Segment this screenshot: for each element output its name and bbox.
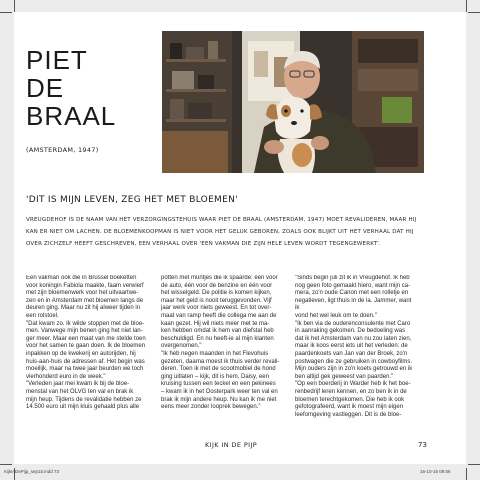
subject-name: PIET DE BRAAL	[26, 45, 117, 131]
article-intro: VREUGDEHOF IS DE NAAM VAN HET VERZORGINGSTEHUIS WAAR PIET DE BRAAL (AMSTERDAM, 1947) MOET REVALIDEREN, MAAR HIJ KAN ER NIET OM LACHEN. DE BLOEMENKOOPMAN IS NIET VOOR HET GELUK GEBOREN, ZOALS OOK BLIJKT UIT HET VERHAAL DAT HIJ OVER ZICHZELF HEEFT GESCHREVEN, EEN VERHAAL OVER 'EEN VAKMAN DIE ZIJN HELE LEVEN WORDT TEGENGEWERKT'.	[26, 217, 417, 247]
article-column-2: potten met muntjes die ik spaarde: één voor de auto, één voor de benzine en één voor het wisselgeld. De politie is komen kijken, maar het geld is nooit teruggevonden. Vijf jaar werk voor niets geweest. En tot over- maat van ramp heeft die collega me aan de kaan gezet. Hij wil niets meer met te ma- ken hebben omdat ik hem van diefstal heb beschuldigd. En nu heeft-ie al mijn klanten overgenomen." "Ik heb negen maanden in het Flevohuis gezeten, daarna moest ik thuis verder revali- deren. Toen ik met de scootmobiel de hond ging uitlaten – kijk, dit is hem, Daisy, een kruising tussen een teckel en een pekinees – kwam ik in het Oosterpark weer ten val en brak ik mijn andere heup. Nu kan ik me niet eens meer zonder looprek bewegen."	[161, 275, 280, 411]
crop-mark-top-right	[466, 0, 467, 12]
crop-mark-left-bottom	[0, 464, 12, 465]
running-footer-title: KIJK IN DE PIJP	[205, 441, 258, 449]
crop-mark-left-top	[0, 12, 12, 13]
article-column-1: Een vakman ook die in Brussel boeketten voor koningin Fabiola maakte, faam verwierf met zijn bloemenwerk voor het uitvaartwe- zen en in Amsterdam met bloemen langs de deuren ging. Maar nu zit hij alweer tijden in een rolstoel. "Dat kwam zo. Ik wilde stoppen met de bloe- men. Vanwege mijn benen ging het niet lan- ger meer. Maar een maat van me stelde toen voor het samen te gaan doen. Ik de bloemen inpakken op de kwekerij en autorijden, hij huis-aan-huis de adressen af. Het begin was moeilijk, maar na twee jaar beurden we toch vierhonderd euro in de week." "Verleden jaar mei kwam ik bij de bloe- menstal van het OLVG ten val en brak ik mijn heup. Tijdens de revalidatie hebben ze 14.500 euro uit mijn kluis gehaald plus alle	[26, 275, 146, 411]
crop-mark-right-bottom	[468, 464, 480, 465]
subject-birth: (AMSTERDAM, 1947)	[26, 146, 99, 154]
article-headline: 'DIT IS MIJN LEVEN, ZEG HET MET BLOEMEN'	[26, 195, 238, 205]
article-column-3: "Sinds begin juli zit ik in Vreugdehof. Ik heb nog geen foto gemaakt hiero, want mijn ca- mera, zo'n oude Canon met een rolletje en negatieven, ligt thuis in de la. Jammer, want ik vond het wel leuk om te doen." "Ik ben via de ouderenconsulente met Caro in aanraking gekomen. De bedoeling was dat ik het Amsterdam van nu zou laten zien, maar ik koos eerst iets uit het verleden: de paardenkoets van Jan van der Broek, zo'n postwagen die ze gebruiken in cowboyfilms. Mijn ouders zijn in zo'n koets getrouwd en ik ben altijd gek geweest van paarden." "Op een boerderij in Warder heb ik het boe- renbedrijf leren kennen, en zo ben ik in de bloemen terechtgekomen. Die heb ik ook gefotografeerd, want ik moest mijn eigen leefomgeving vastleggen. Dit is de bloe-	[295, 275, 413, 418]
print-slug-file: KijkInDePijp_sep15.indd 73	[4, 469, 60, 474]
crop-mark-top-left	[14, 0, 15, 12]
portrait-photo	[162, 31, 424, 173]
print-slug-timestamp: 16-10-15 09:56	[420, 469, 451, 474]
portrait-of-man-with-dog-icon	[162, 31, 424, 173]
crop-mark-bottom-right	[466, 468, 467, 480]
page-number: 73	[418, 441, 427, 449]
crop-mark-right-top	[468, 12, 480, 13]
